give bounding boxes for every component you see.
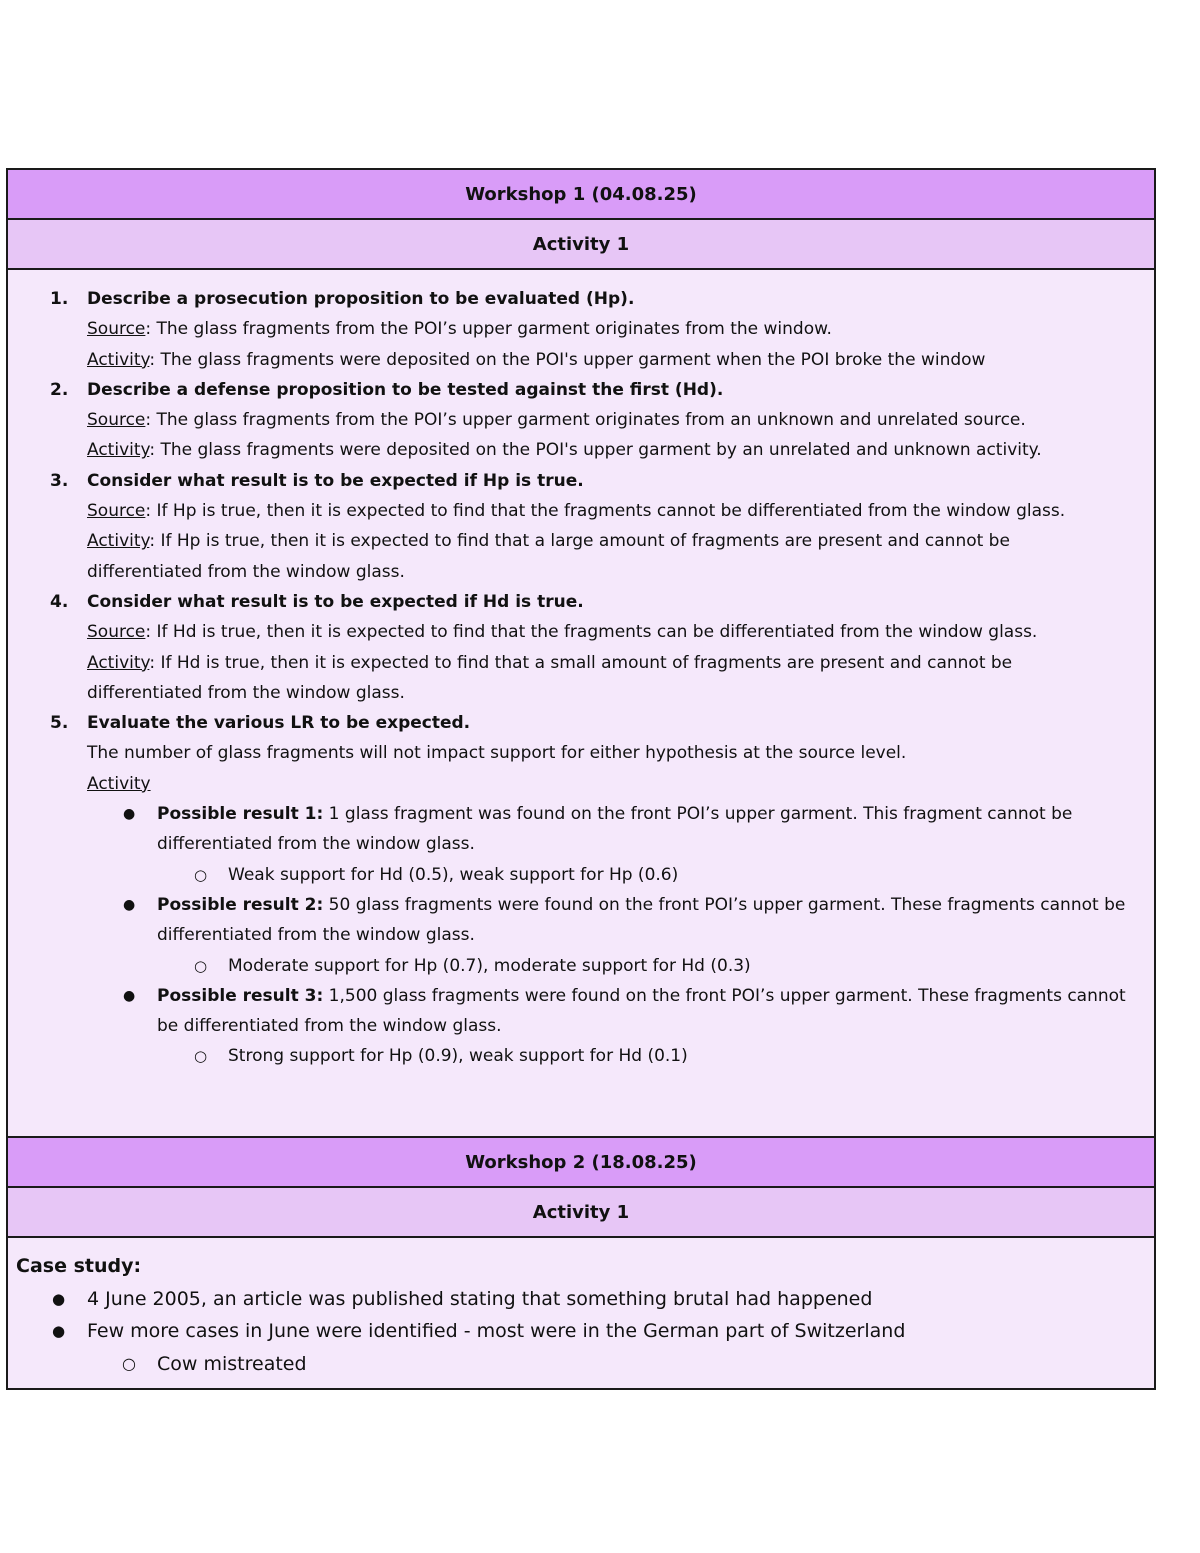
list-item-4-heading: 4. Consider what result is to be expected if Hd is true. (50, 591, 584, 612)
workshop-1-activity-header (8, 220, 1154, 270)
circle-bullet-icon: ○ (194, 1047, 208, 1066)
bullet-icon: ● (123, 806, 136, 823)
workshop-2-activity-title: Activity 1 (532, 1201, 630, 1223)
list-item-5-source-line: The number of glass fragments will not impact support for either hypothesis at the source level. (87, 743, 907, 764)
list-item-1-heading: 1. Describe a prosecution proposition to be evaluated (Hp). (50, 289, 635, 309)
result-2-cont: differentiated from the window glass. (157, 925, 475, 946)
list-item-4-activity-cont: differentiated from the window glass. (87, 682, 405, 703)
bullet-icon: ● (52, 1289, 66, 1308)
result-3-support: ○ Strong support for Hp (0.9), weak support for Hd (0.1) (8, 1041, 1154, 1071)
result-2-support: ○ Moderate support for Hp (0.7), moderate support for Hd (0.3) (8, 951, 1154, 981)
bullet-icon: ● (123, 896, 136, 913)
list-item-5-heading: 5. Evaluate the various LR to be expected. (50, 713, 471, 734)
bullet-icon: ● (123, 987, 136, 1004)
list-item-3-activity: Activity: If Hp is true, then it is expected to find that a large amount of fragments are present and cannot be (87, 531, 1010, 552)
workshop-table (6, 168, 1156, 1390)
list-item-3-activity-cont: differentiated from the window glass. (87, 561, 405, 582)
bullet-icon: ● (52, 1322, 66, 1340)
result-3: ● Possible result 3: 1,500 glass fragments were found on the front POI’s upper garment. These fragments cannot (8, 981, 1154, 1011)
workshop-1-title: Workshop 1 (04.08.25) (465, 183, 697, 205)
circle-bullet-icon: ○ (194, 865, 208, 884)
workshop-2-activity-header (8, 1188, 1154, 1238)
result-1: ● Possible result 1: 1 glass fragment was found on the front POI’s upper garment. This fragment cannot be (8, 799, 1154, 829)
list-item-1-activity: Activity: The glass fragments were deposited on the POI's upper garment when the POI broke the window (87, 349, 986, 370)
circle-bullet-icon: ○ (122, 1353, 136, 1373)
result-3-cont: be differentiated from the window glass. (157, 1016, 502, 1037)
case-bullet-2: ● Few more cases in June were identified - most were in the German part of Switzerland (8, 1315, 1154, 1348)
list-item-3-source: Source: If Hp is true, then it is expected to find that the fragments cannot be differentiated from the window glass. (87, 501, 1066, 522)
workshop-2-title: Workshop 2 (18.08.25) (465, 1151, 697, 1173)
workshop-1-header (8, 170, 1154, 220)
list-item-3-heading: 3. Consider what result is to be expected if Hp is true. (50, 470, 584, 491)
workshop-2-body (8, 1238, 1154, 1388)
result-2: ● Possible result 2: 50 glass fragments were found on the front POI’s upper garment. These fragments cannot be (8, 890, 1154, 920)
result-1-support: ○ Weak support for Hd (0.5), weak support for Hp (0.6) (8, 860, 1154, 890)
case-study-title: Case study: (16, 1255, 142, 1277)
result-1-cont: differentiated from the window glass. (157, 834, 475, 855)
list-item-4-source: Source: If Hd is true, then it is expected to find that the fragments can be differentiated from the window glass. (87, 622, 1038, 643)
list-item-4-activity: Activity: If Hd is true, then it is expected to find that a small amount of fragments are present and cannot be (87, 652, 1013, 673)
workshop-1-body (8, 270, 1154, 1138)
workshop-2-header (8, 1138, 1154, 1188)
list-item-2-heading: 2. Describe a defense proposition to be tested against the first (Hd). (50, 379, 724, 400)
list-item-1-source: Source: The glass fragments from the POI’s upper garment originates from the window. (87, 319, 832, 340)
list-item-5-activity: Activity (87, 773, 151, 794)
case-sub-bullet: ○ Cow mistreated (8, 1348, 1154, 1381)
circle-bullet-icon: ○ (194, 956, 208, 975)
workshop-1-activity-title: Activity 1 (532, 233, 630, 255)
list-item-2-source: Source: The glass fragments from the POI’s upper garment originates from an unknown and unrelated source. (87, 410, 1026, 431)
list-item-2-activity: Activity: The glass fragments were deposited on the POI's upper garment by an unrelated and unknown activity. (87, 440, 1042, 461)
case-bullet-1: ● 4 June 2005, an article was published stating that something brutal had happened (8, 1283, 1154, 1316)
